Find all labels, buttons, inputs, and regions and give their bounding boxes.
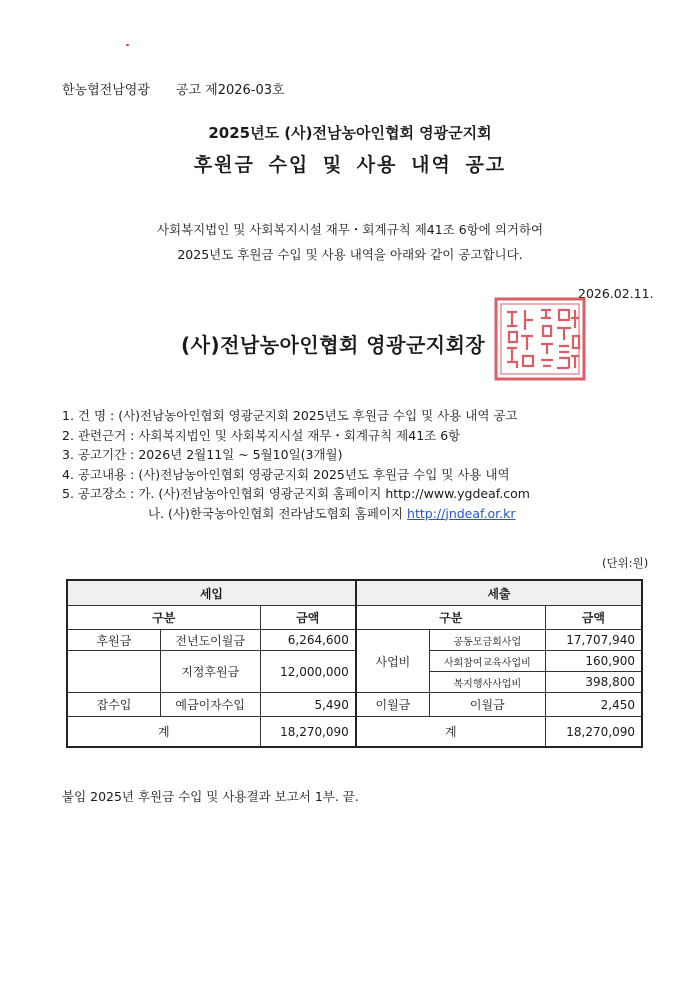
item-value: 나. (사)한국농아인협회 전라남도협회 홈페이지 xyxy=(148,505,408,521)
income-total-amount: 18,270,090 xyxy=(260,717,356,748)
intro-line-2: 2025년도 후원금 수입 및 사용 내역을 아래와 같이 공고합니다. xyxy=(177,247,523,262)
sender-label: 한농협전남영광 xyxy=(62,83,150,98)
carryover-amount-cell: 6,264,600 xyxy=(260,630,356,651)
item-label: 4. 공고내용 : xyxy=(62,466,139,482)
income-category-header: 구분 xyxy=(67,606,260,630)
project2-amount-cell: 160,900 xyxy=(545,651,642,672)
scan-speck xyxy=(126,44,129,46)
income-amount-header: 금액 xyxy=(260,606,356,630)
income-total-label: 계 xyxy=(67,717,260,748)
expense-amount-header: 금액 xyxy=(545,606,642,630)
official-seal-stamp xyxy=(493,296,587,382)
expense-total-amount: 18,270,090 xyxy=(545,717,642,748)
designated-amount-cell: 12,000,000 xyxy=(260,651,356,693)
interest-amount-cell: 5,490 xyxy=(260,693,356,717)
item-label: 1. 건 명 : xyxy=(62,408,119,423)
table-row xyxy=(67,651,642,672)
item-label: 2. 관련근거 : xyxy=(62,427,139,443)
list-item xyxy=(62,504,530,524)
empty-cell xyxy=(67,651,160,693)
list-item xyxy=(62,465,530,485)
page-title: 후원금 수입 및 사용 내역 공고 xyxy=(193,154,507,176)
item-value: 가. (사)전남농아인협회 영광군지회 홈페이지 http://www.ygdeaf.com xyxy=(138,486,530,501)
item-label: 3. 공고기간 : xyxy=(62,447,139,462)
item-value: (사)전남농아인협회 영광군지회 2025년도 후원금 수입 및 사용 내역 xyxy=(138,466,510,482)
carryover-label-cell: 전년도이월금 xyxy=(160,630,260,651)
income-header: 세입 xyxy=(67,580,356,606)
notice-items xyxy=(62,406,530,523)
list-item xyxy=(62,426,530,446)
list-item xyxy=(62,445,530,465)
title-line-1: 2025년도 (사)전남농아인협회 영광군지회 xyxy=(208,124,492,142)
finance-table xyxy=(66,579,643,748)
carry-amount-cell: 2,450 xyxy=(545,693,642,717)
list-item xyxy=(62,406,530,426)
table-row xyxy=(67,693,642,717)
item-value: 사회복지법인 및 사회복지시설 재무・회계규칙 제41조 6항 xyxy=(138,427,461,443)
expense-category-header: 구분 xyxy=(356,606,545,630)
designated-label-cell: 지정후원금 xyxy=(160,651,260,693)
attachment-note: 붙임 2025년 후원금 수입 및 사용결과 보고서 1부. 끝. xyxy=(62,789,359,804)
table-row xyxy=(67,580,642,606)
project2-label-cell: 사회참여교육사업비 xyxy=(429,651,545,672)
unit-label: (단위:원) xyxy=(602,556,649,570)
organization-signature: (사)전남농아인협회 영광군지회장 xyxy=(181,333,486,357)
item-label: 5. 공고장소 : xyxy=(62,486,139,501)
item-value: (사)전남농아인협회 영광군지회 2025년도 후원금 수입 및 사용 내역 공고 xyxy=(118,408,518,423)
notice-date: 2026.02.11. xyxy=(578,286,654,301)
project1-label-cell: 공동모금회사업 xyxy=(429,630,545,651)
notice-number: 공고 제2026-03호 xyxy=(175,83,285,98)
item-value: 2026년 2월11일 ~ 5월10일(3개월) xyxy=(138,447,343,462)
project3-amount-cell: 398,800 xyxy=(545,672,642,693)
carry-label-cell: 이월금 xyxy=(429,693,545,717)
project-group-cell: 사업비 xyxy=(356,630,430,693)
table-row xyxy=(67,630,642,651)
table-row xyxy=(67,606,642,630)
donation-group-cell: 후원금 xyxy=(67,630,160,651)
homepage-link[interactable]: http://jndeaf.or.kr xyxy=(407,505,516,521)
expense-total-label: 계 xyxy=(356,717,545,748)
project3-label-cell: 복지행사사업비 xyxy=(429,672,545,693)
expense-header: 세출 xyxy=(356,580,642,606)
table-row xyxy=(67,717,642,748)
interest-label-cell: 예금이자수입 xyxy=(160,693,260,717)
document-header xyxy=(62,79,285,98)
list-item xyxy=(62,484,530,504)
carry-group-cell: 이월금 xyxy=(356,693,430,717)
intro-line-1: 사회복지법인 및 사회복지시설 재무・회계규칙 제41조 6항에 의거하여 xyxy=(156,222,544,237)
project1-amount-cell: 17,707,940 xyxy=(545,630,642,651)
misc-group-cell: 잡수입 xyxy=(67,693,160,717)
